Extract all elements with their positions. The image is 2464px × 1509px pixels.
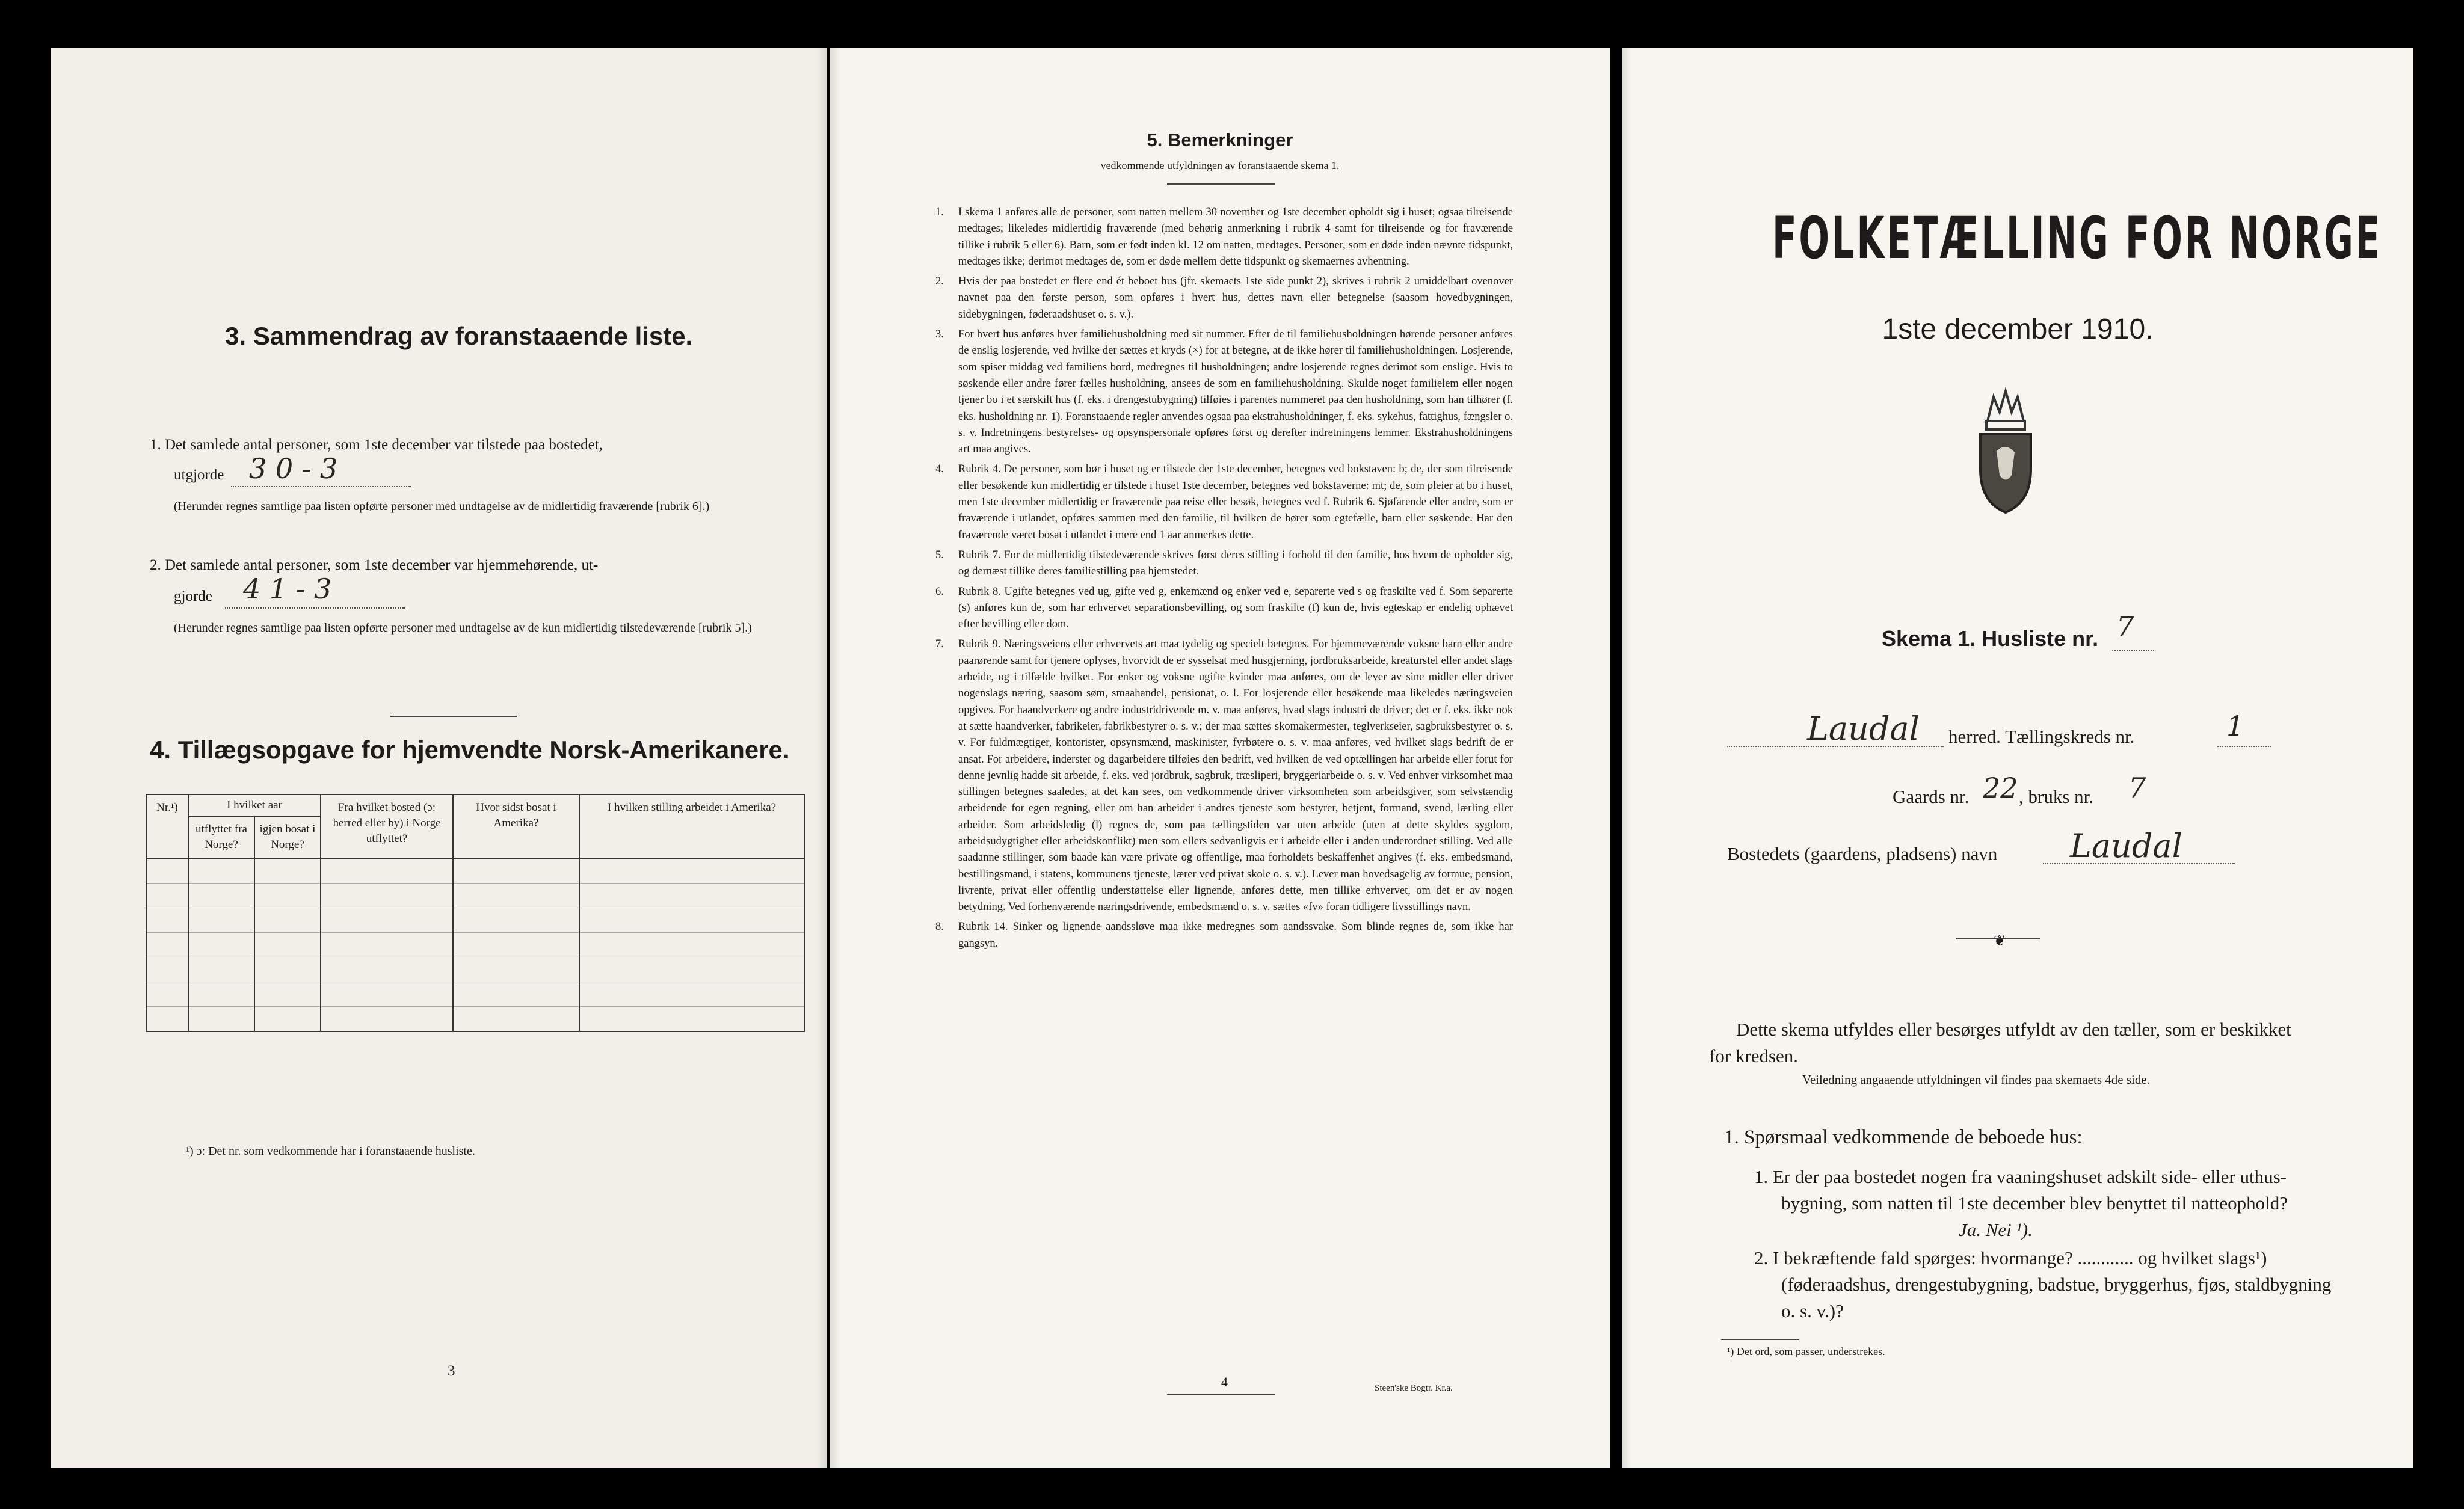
item1-handwritten-value: 3 0 - 3 [249, 452, 338, 485]
item1-text: 1. Det samlede antal personer, som 1ste december var tilstede paa bostedet, [150, 437, 603, 453]
schema-label: Skema 1. Husliste nr. [1882, 626, 2099, 651]
page-right [1622, 48, 2413, 1468]
bosted-dotted-line [2043, 863, 2235, 864]
norwegian-american-table [146, 794, 805, 1032]
question-1-answer: Ja. Nei ¹). [1959, 1219, 2033, 1240]
page-shadow [817, 48, 827, 1468]
table-row [146, 908, 804, 933]
remark-5: 5. Rubrik 7. For de midlertidig tilstedeværende skrives først deres stilling i forhold til den familie, hos hvem de opholder sig, og dernæst tillike deres familiestilling paa hjemstedet. [935, 549, 1513, 578]
table-row [146, 858, 804, 884]
table-row [146, 933, 804, 957]
page-footnote: ¹) Det ord, som passer, understrekes. [1727, 1345, 1885, 1357]
col-emigrated: utflyttet fra Norge? [188, 816, 254, 858]
col-from-where: Fra hvilket bosted (ɔ: herred eller by) i Norge utflyttet? [321, 794, 453, 858]
instructions: Dette skema utfyldes eller besørges utfyldt av den tæller, som er beskikket for kredsen. [1709, 1019, 2291, 1066]
section5-title: 5. Bemerkninger [1147, 129, 1293, 150]
col-returned: igjen bosat i Norge? [254, 816, 321, 858]
remarks-list [935, 204, 1513, 956]
bruks-label: , bruks nr. [2019, 786, 2093, 807]
page-shadow [1622, 48, 1631, 1468]
page-number: 3 [448, 1363, 455, 1379]
table-row [146, 1007, 804, 1032]
main-title: FOLKETÆLLING FOR NORGE [1772, 204, 2382, 272]
table-row [146, 982, 804, 1007]
remark-3: 3. For hvert hus anføres hver familiehusholdning med sit nummer. Efter de til familiehusholdningen hørende personer anføres de enslig losjerende, ved hvilke der sættes et kryds (×) for at betegne, at de ikke hører til familiehusholdningen. Losjerende, som spiser middag ved familiens bord, medregnes til husholdningen; andre losjerende regnes derimot som enslige. Hvis to søskende eller andre fører fælles husholdning, ansees de som en familiehusholdning. Skulde noget familielem eller nogen tjener bo i et særskilt hus (f. eks. i drengestubygning) tilføies i parentes nummeret paa den husholdning, som han tilhører (f. eks. husholdning nr. 1). Foranstaaende regler anvendes ogsaa paa ekstrahusholdninger, f. eks. sykehus, fattighus, fængsler o. s. v. Indretningens bestyrelses- og opsynspersonale opføres først og derefter indretningens lemmer. Ekstrahusholdningens art maa angives. [935, 328, 1513, 456]
item2-note: (Herunder regnes samtlige paa listen opførte personer med undtagelse av de kun midlertidig tilstedeværende [rubrik 5].) [174, 621, 752, 635]
remark-4: 4. Rubrik 4. De personer, som bør i huset og er tilstede der 1ste december, betegnes ved bokstaven: b; de, der som tilreisende eller besøkende kun midlertidig er tilstede i huset 1ste december, betegnes ved bokstaverne: mt; de, som pleier at bo i huset, men 1ste december midlertidig er fraværende paa reise eller besøk, betegnes ved f. Rubrik 6. Sjøfarende eller andre, som er fraværende i utlandet, opføres sammen med den familie, til hvilken de hører som egtefælle, barn eller søskende. Har den fraværende været bosat i utlandet i mere end 1 aar anmerkes dette. [935, 463, 1513, 541]
table-row [146, 884, 804, 908]
item1-dotted-line [231, 486, 411, 487]
question-2: 2. I bekræftende fald spørges: hvormange? ............ og hvilket slags¹) (føderaadshus, drengestubygning, badstue, bryggerhus, fjøs, staldbygning o. s. v.)? [1754, 1247, 2332, 1321]
page-shadow [830, 48, 840, 1468]
gaards-handwritten-value: 22 [1983, 772, 2018, 804]
kreds-dotted-line [2217, 746, 2272, 747]
page-left [51, 48, 827, 1468]
question-1: 1. Er der paa bostedet nogen fra vaaningshuset adskilt side- eller uthus-bygning, som natten til 1ste december blev benyttet til natteophold? [1754, 1166, 2288, 1214]
item1-label: utgjorde [174, 467, 224, 483]
col-group-year: I hvilket aar [188, 794, 321, 816]
table-footnote: ¹) ɔ: Det nr. som vedkommende har i foranstaaende husliste. [186, 1145, 475, 1158]
remark-2: 2. Hvis der paa bostedet er flere end ét beboet hus (jfr. skemaets 1ste side punkt 2), skrives i rubrik 2 umiddelbart ovenover navnet paa den første person, som opføres i hvert hus, dettes navn eller betegnelse (saasom hovedbygningen, sidebygningen, føderaadshuset o. s. v.). [935, 275, 1513, 321]
section5-subtitle: vedkommende utfyldningen av foranstaaende skema 1. [1100, 159, 1340, 171]
table-row [146, 957, 804, 982]
bosted-label: Bostedets (gaardens, pladsens) navn [1727, 843, 1998, 864]
col-position: I hvilken stilling arbeidet i Amerika? [579, 794, 804, 858]
remark-7: 7. Rubrik 9. Næringsveiens eller erhvervets art maa tydelig og specielt betegnes. For hjemmeværende voksne barn eller andre paarørende samt for tjenere oplyses, hvorvidt de er sysselsat med husgjerning, jordbruksarbeide, kreaturstel eller andet slags arbeide, og i tilfælde hvilket. For enker og voksne ugifte kvinder maa anføres, om de lever av sine midler eller driver nogenslags næring, saasom søm, smaahandel, pensionat, o. l. For losjerende eller besøkende maa likeledes næringsveien opgives. For haandverkere og andre industridrivende m. v. maa anføres, hvad slags industri de driver; det er f. eks. ikke nok at sætte haandverker, fabrikeier, fabrikbestyrer o. s. v.; der maa sættes skomakermester, teglverkseier, sagbruksbestyrer o. s. v. For fuldmægtiger, kontorister, opsynsmænd, maskinister, fyrbøtere o. s. v. maa anføres, ved hvilket slags bedrift de er ansat. For arbeidere, inderster og dagarbeidere tilføies den bedrift, ved hvilken de ved optællingen har arbeide eller forut for denne jevnlig hadde sit arbeide, f. eks. ved jordbruk, sagbruk, træsliperi, bryggeriarbeide o. s. v. Ved enhver virksomhet maa stillingen betegnes saaledes, at det kan sees, om vedkommende driver virksomheten som arbeidsgiver, som selvstændig arbeidende for egen regning, eller om han arbeider i andres tjeneste som bestyrer, betjent, formand, svend, lærling eller arbeider. Som arbeidsledig (l) regnes de, som paa tællingstiden var uten arbeide (uten at dette skyldes sygdom, arbeidsudygtighet eller arbeidskonflikt) men som ellers sedvanligvis er i arbeide eller i anden underordnet stilling. Ved alle saadanne stillinger, som baade kan være private og offentlige, maa forholdets beskaffenhet angives (f. eks. embedsmand, bestillingsmand, i statens, kommunens tjeneste, lærer ved privat skole o. s. v.). Lever man hovedsagelig av formue, pension, livrente, privat eller offentlig understøttelse eller lignende, anføres dette, men tillike erhvervet, om det er av nogen betydning. Ved forhenværende næringsdrivende, embedsmænd o. s. v. sættes «fv» foran tidligere livsstillings navn. [935, 638, 1513, 914]
printer-mark: Steen'ske Bogtr. Kr.a. [1375, 1383, 1453, 1393]
item2-dotted-line [225, 607, 405, 609]
remark-8: 8. Rubrik 14. Sinker og lignende aandssløve maa ikke medregnes som aandssvake. Som blinde regnes de, som ikke har gangsyn. [935, 921, 1513, 950]
herred-handwritten-value: Laudal [1807, 710, 1920, 748]
item2-handwritten-value: 4 1 - 3 [243, 573, 332, 605]
ornament-icon: ❦ [1994, 933, 2006, 949]
page-number: 4 [1221, 1374, 1228, 1389]
divider [1167, 1394, 1275, 1395]
page-middle [830, 48, 1610, 1468]
divider [1167, 183, 1275, 185]
schema-handwritten-value: 7 [2116, 610, 2134, 643]
item2-text: 2. Det samlede antal personer, som 1ste december var hjemmehørende, ut- [150, 557, 599, 573]
divider [1721, 1339, 1799, 1340]
col-nr: Nr.¹) [146, 794, 188, 858]
herred-label: herred. Tællingskreds nr. [1948, 726, 2135, 747]
divider [390, 716, 517, 717]
census-date: 1ste december 1910. [1882, 313, 2154, 345]
coat-of-arms-icon [1970, 385, 2042, 517]
section4-title: 4. Tillægsopgave for hjemvendte Norsk-Amerikanere. [150, 736, 790, 764]
gaards-label: Gaards nr. [1893, 786, 1970, 807]
bruks-handwritten-value: 7 [2128, 772, 2146, 804]
remark-1: 1. I skema 1 anføres alle de personer, som natten mellem 30 november og 1ste december opholdt sig i huset; ogsaa tilreisende medtages; likeledes midlertidig fraværende (med behørig anmerkning i rubrik 4 samt for tilreisende og for fraværende tillike i rubrik 5 eller 6). Barn, som er født inden kl. 12 om natten, medtages. Personer, som er døde inden nævnte tidspunkt, medtages ikke; derimot medtages de, som er døde mellem dette tidspunkt og skemaernes avhentning. [935, 206, 1513, 268]
bosted-handwritten-value: Laudal [2070, 827, 2182, 865]
col-last-residence: Hvor sidst bosat i Amerika? [453, 794, 579, 858]
item2-label: gjorde [174, 588, 212, 604]
remark-6: 6. Rubrik 8. Ugifte betegnes ved ug, gifte ved g, enkemænd og enker ved e, separerte ved s og fraskilte ved f. Som separerte (s) anføres kun de, som har erhvervet separationsbevilling, og som fraskilte (f) kun de, hvis egteskap er endelig ophævet efter bevilling eller dom. [935, 585, 1513, 631]
guidance: Veiledning angaaende utfyldningen vil findes paa skemaets 4de side. [1802, 1072, 2150, 1087]
schema-dotted-line [2112, 650, 2154, 651]
question-section: 1. Spørsmaal vedkommende de beboede hus: [1724, 1126, 2083, 1148]
item1-note: (Herunder regnes samtlige paa listen opførte personer med undtagelse av de midlertidig fraværende [rubrik 6].) [174, 500, 710, 513]
section3-title: 3. Sammendrag av foranstaaende liste. [225, 322, 693, 350]
kreds-handwritten-value: 1 [2226, 710, 2244, 742]
